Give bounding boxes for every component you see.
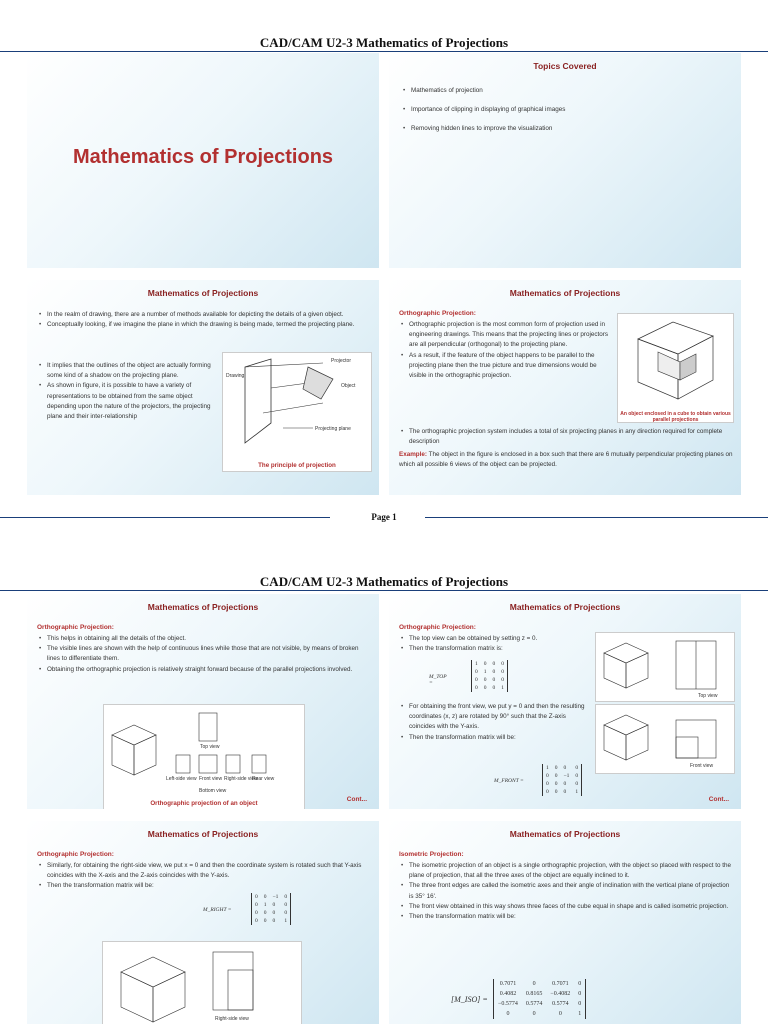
- list-item: • The isometric projection of an object is a single orthographic projection, with the object so placed with respect to the plane of projection, that all the three axes of the object are equally inclined to it.: [399, 861, 734, 881]
- example-label: Example:: [399, 451, 427, 458]
- matrix-table: 0 0 −1 0 0 1 0 0 0 0 0 0 0 0 0 1: [251, 893, 291, 925]
- intro-list: [37, 310, 367, 330]
- right-view-list: [37, 861, 372, 892]
- projection-diagram: [223, 353, 371, 457]
- cube-figure: [617, 313, 734, 423]
- slide-principle-of-projection: [27, 280, 379, 495]
- matrix-table: 1 0 0 0 0 1 0 0 0 0 0 0 0 0 0 1: [471, 660, 508, 692]
- list-item: • The three front edges are called the isometric axes and their angle of inclination with the vertical plane of projection is 35° 16'.: [399, 881, 734, 901]
- list-item: • Importance of clipping in displaying of graphical images: [401, 100, 731, 119]
- page-header-1: CAD/CAM U2-3 Mathematics of Projections: [259, 35, 509, 50]
- cube-diagram: [618, 314, 733, 406]
- slide-right-side-view: [27, 821, 379, 1024]
- list-item: • Then the transformation matrix is:: [399, 644, 589, 654]
- slide-title: Mathematics of Projections: [509, 829, 621, 839]
- slide-subtitle: Orthographic Projection:: [399, 310, 476, 317]
- bottom-view-label: Bottom view: [199, 788, 227, 794]
- list-item: • The front view obtained in this way shows three faces of the cube equal in shape and is called isometric projection.: [399, 902, 734, 912]
- slide-orthographic-views: [27, 594, 379, 809]
- figure-caption: Orthographic projection of an object: [150, 800, 258, 807]
- isometric-list: [399, 861, 734, 922]
- drawing-label: Drawing: [226, 373, 245, 379]
- slide-main-title: Mathematics of Projections: [72, 146, 334, 168]
- ortho-full-list: [399, 427, 734, 447]
- figure-caption: The principle of projection: [258, 462, 336, 469]
- right-view-diagram: [103, 942, 301, 1024]
- list-item: • The orthographic projection system includes a total of six projecting planes in any direction required for complete description: [399, 427, 734, 447]
- matrix-table: 1 0 0 0 0 0 −1 0 0 0 0 0 0 0 0 1: [542, 764, 582, 796]
- top-view-list: [399, 634, 589, 654]
- continued-note: Cont...: [346, 796, 367, 803]
- matrix-label: M_RIGHT =: [203, 907, 232, 913]
- ortho-list: [399, 320, 611, 381]
- continued-note: Cont...: [708, 796, 729, 803]
- list-item: • Conceptually looking, if we imagine the plane in which the drawing is being made, termed the projecting plane.: [37, 320, 367, 330]
- projecting-plane-label: Projecting plane: [315, 426, 351, 432]
- front-view-label: Front view: [199, 776, 223, 782]
- list-item: • The top view can be obtained by setting z = 0.: [399, 634, 589, 644]
- slide-top-front-views: [389, 594, 741, 809]
- slide-title: Mathematics of Projections: [147, 288, 259, 298]
- rear-view-label: Rear view: [252, 776, 275, 782]
- figure-caption: An object enclosed in a cube to obtain various parallel projections: [620, 411, 731, 423]
- projector-label: Projector: [331, 358, 352, 364]
- list-item: • Removing hidden lines to improve the visualization: [401, 119, 731, 138]
- list-item: • This helps in obtaining all the details of the object.: [37, 634, 372, 644]
- header-rule-1: [0, 51, 768, 52]
- list-item: • Orthographic projection is the most common form of projection used in engineering drawings. This means that the projecting lines or projectors are all perpendicular (orthogonal) to the projecting plane.: [399, 320, 611, 351]
- slide-title: Mathematics of Projections: [147, 829, 259, 839]
- list-item: • For obtaining the front view, we put y = 0 and then the resulting coordinates (x, z) are rotated by 90° such that the Z-axis coincides with the Y-axis.: [399, 702, 589, 733]
- front-view-diagram: [596, 705, 734, 773]
- matrix-label: M_FRONT =: [494, 778, 524, 784]
- slide-subtitle: Isometric Projection:: [399, 851, 464, 858]
- list-item: • It implies that the outlines of the object are actually forming some kind of a shadow on the projecting plane.: [37, 361, 217, 381]
- right-view-figure: [102, 941, 302, 1024]
- front-view-label: Front view: [690, 763, 714, 769]
- list-item: • Mathematics of projection: [401, 81, 731, 100]
- footer-rule-right: [425, 517, 768, 518]
- front-view-list: [399, 702, 589, 743]
- matrix-table: 0.7071 0 0.7071 0 0.4082 0.8165 −0.4082 0 −0.5774 0.5774 0.5774 0 0 0 0 1: [493, 979, 586, 1019]
- slide-title: Mathematics of Projections: [509, 602, 621, 612]
- list-item: • In the realm of drawing, there are a number of methods available for depicting the details of a given object.: [37, 310, 367, 320]
- list-item: • Obtaining the orthographic projection is relatively straight forward because of the parallel projections involved.: [37, 665, 372, 675]
- slide-isometric-projection: [389, 821, 741, 1024]
- top-view-label: Top view: [200, 744, 220, 750]
- example-text: The object in the figure is enclosed in a box such that there are 6 mutually perpendicular projecting planes on which all possible 6 views of the object can be projected.: [399, 451, 733, 469]
- slide-title: Topics Covered: [533, 61, 597, 71]
- list-item: • Then the transformation matrix will be:: [399, 733, 589, 743]
- slide-subtitle: Orthographic Projection:: [399, 624, 476, 631]
- right-view-label: Right-side view: [215, 1016, 249, 1022]
- list-item: • The visible lines are shown with the help of continuous lines while those that are not visible, by means of broken lines to differentiate them.: [37, 644, 372, 664]
- list-item: • Similarly, for obtaining the right-side view, we put x = 0 and then the coordinate system is rotated such that Y-axis coincides with the X-axis and the Z-axis coincides with the Y-axis.: [37, 861, 372, 881]
- header-rule-2: [0, 590, 768, 591]
- slide-orthographic-intro: [389, 280, 741, 495]
- topics-list: [401, 81, 731, 138]
- ortho-views-list: [37, 634, 372, 675]
- list-item: • Then the transformation matrix will be:: [399, 912, 734, 922]
- slide-title: Mathematics of Projections: [147, 602, 259, 612]
- front-view-figure: [595, 704, 735, 774]
- projection-figure: [222, 352, 372, 472]
- matrix-label: M_TOP =: [429, 674, 447, 686]
- object-label: Object: [341, 383, 356, 389]
- matrix-label: [M_ISO] =: [451, 995, 488, 1004]
- left-view-label: Left-side view: [166, 776, 197, 782]
- list-item: • Then the transformation matrix will be:: [37, 881, 207, 891]
- six-views-figure: [103, 704, 305, 809]
- slide-subtitle: Orthographic Projection:: [37, 624, 114, 631]
- list-item: • As a result, if the feature of the object happens to be parallel to the projecting plane then the true picture and true dimensions would be visible in the orthographic projection.: [399, 351, 611, 382]
- detail-list: [37, 361, 217, 422]
- right-view-label: Right-side view: [224, 776, 258, 782]
- top-view-label: Top view: [698, 693, 718, 699]
- top-view-figure: [595, 632, 735, 702]
- slide-title: Mathematics of Projections: [509, 288, 621, 298]
- slide-title-slide: [27, 53, 379, 268]
- example-block: [399, 450, 734, 470]
- page-footer: Page 1: [371, 512, 397, 522]
- slide-subtitle: Orthographic Projection:: [37, 851, 114, 858]
- page-header-2: CAD/CAM U2-3 Mathematics of Projections: [259, 574, 509, 589]
- top-view-diagram: [596, 633, 734, 701]
- six-views-diagram: [104, 705, 304, 795]
- slide-topics-covered: [389, 53, 741, 268]
- list-item: • As shown in figure, it is possible to have a variety of representations to be obtained from the same object depending upon the nature of the projectors, the projecting plane and their inter-relationship: [37, 381, 217, 422]
